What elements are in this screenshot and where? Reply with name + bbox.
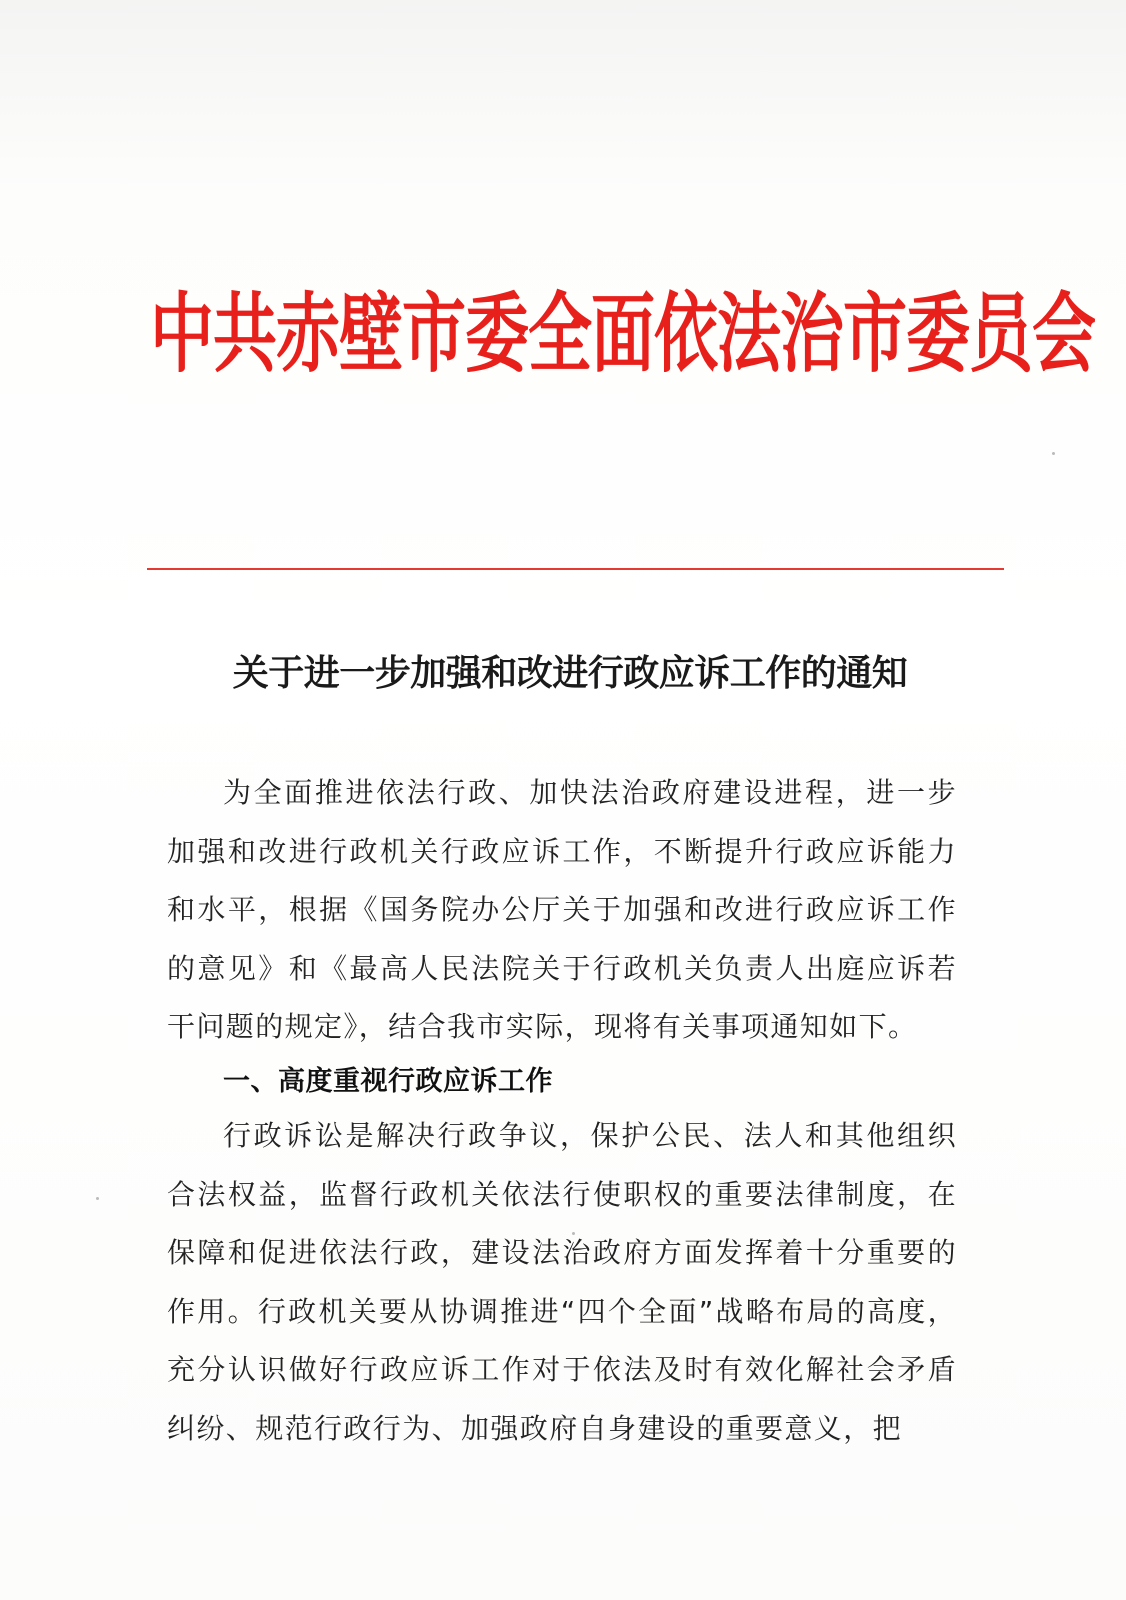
scan-speck	[572, 1232, 575, 1235]
section-paragraph: 行政诉讼是解决行政争议，保护公民、法人和其他组织合法权益，监督行政机关依法行使职权的重要法律制度，在保障和促进依法行政，建设法治政府方面发挥着十分重要的作用。行政机关要从协调推进“四个全面”战略布局的高度，充分认识做好行政应诉工作对于依法及时有效化解社会矛盾纠纷、规范行政行为、加强政府自身建设的重要意义，把	[167, 1118, 957, 1445]
intro-paragraph: 为全面推进依法行政、加快法治政府建设进程，进一步加强和改进行政机关行政应诉工作，不断提升行政应诉能力和水平，根据《国务院办公厅关于加强和改进行政应诉工作的意见》和《最高人民法院关于行政机关负责人出庭应诉若干问题的规定》，结合我市实际，现将有关事项通知如下。	[167, 776, 957, 1044]
red-separator-line	[147, 568, 1004, 570]
scan-speck	[1052, 452, 1055, 455]
document-title: 关于进一步加强和改进行政应诉工作的通知	[232, 652, 908, 694]
document-body	[167, 764, 957, 1459]
scan-speck	[96, 1197, 99, 1200]
issuer-red-header: 中共赤壁市委全面依法治市委员会	[150, 283, 1095, 385]
section-heading: 一、高度重视行政应诉工作	[223, 1065, 553, 1097]
